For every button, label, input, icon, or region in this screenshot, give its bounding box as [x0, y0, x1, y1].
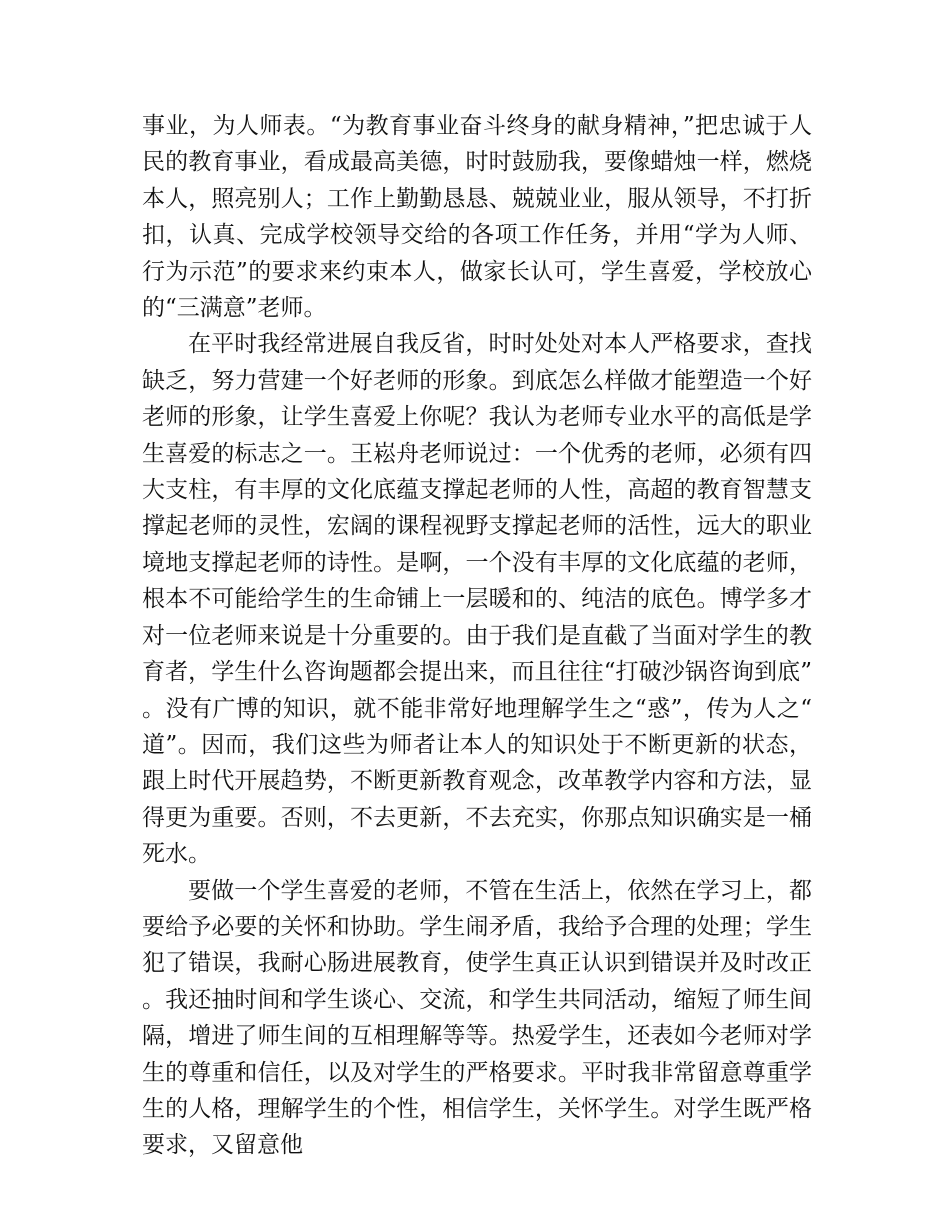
paragraph-3: 要做一个学生喜爱的老师，不管在生活上，依然在学习上，都要给予必要的关怀和协助。学生闹矛盾，我给予合理的处理；学生犯了错误，我耐心肠进展教育，使学生真正认识到错误并及时改正。我还抽时间和学生谈心、交流，和学生共同活动，缩短了师生间隔，增进了师生间的互相理解等等。热爱学生，还表如今老师对学生的尊重和信任，以及对学生的严格要求。平时我非常留意尊重学生的人格，理解学生的个性，相信学生，关怀学生。对学生既严格要求，又留意他 — [142, 877, 812, 1159]
paragraph-2: 在平时我经常进展自我反省，时时处处对本人严格要求，查找缺乏，努力营建一个好老师的形象。到底怎么样做才能塑造一个好老师的形象，让学生喜爱上你呢？我认为老师专业水平的高低是学生喜爱的标志之一。王崧舟老师说过：一个优秀的老师，必须有四大支柱，有丰厚的文化底蕴支撑起老师的人性，高超的教育智慧支撑起老师的灵性，宏阔的课程视野支撑起老师的活性，远大的职业境地支撑起老师的诗性。是啊，一个没有丰厚的文化底蕴的老师，根本不可能给学生的生命铺上一层暖和的、纯洁的底色。博学多才对一位老师来说是十分重要的。由于我们是直截了当面对学生的教育者，学生什么咨询题都会提出来，而且往往“打破沙锅咨询到底”。没有广博的知识，就不能非常好地理解学生之“惑”，传为人之“道”。因而，我们这些为师者让本人的知识处于不断更新的状态，跟上时代开展趋势，不断更新教育观念，改革教学内容和方法，显得更为重要。否则，不去更新，不去充实，你那点知识确实是一桶死水。 — [142, 331, 812, 868]
document-body — [142, 108, 812, 1164]
paragraph-1: 事业，为人师表。“为教育事业奋斗终身的献身精神，”把忠诚于人民的教育事业，看成最高美德，时时鼓励我，要像蜡烛一样，燃烧本人，照亮别人；工作上勤勤恳恳、兢兢业业，服从领导，不打折扣，认真、完成学校领导交给的各项工作任务，并用“学为人师、行为示范”的要求来约束本人，做家长认可，学生喜爱，学校放心的“三满意”老师。 — [142, 113, 812, 322]
